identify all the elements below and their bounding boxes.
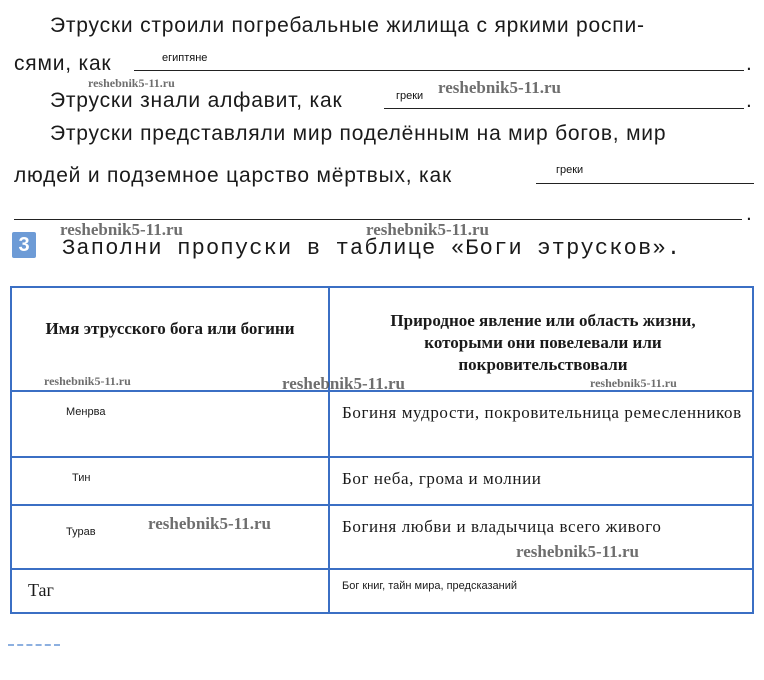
god-domain-cell: Бог неба, грома и молнии [329, 457, 753, 505]
answer-greeks-1: греки [396, 90, 424, 102]
page-corner-mark [8, 644, 60, 646]
answer-line-3[interactable] [536, 183, 754, 184]
answer-line-1[interactable] [134, 70, 744, 71]
task-instruction: Заполни пропуски в таблице «Боги этрусков». [62, 236, 682, 261]
god-name-cell[interactable]: Турав [11, 505, 329, 569]
watermark: reshebnik5-11.ru [438, 78, 561, 97]
table-row [11, 457, 753, 505]
text-line-1: Этруски строили погребальные жилища с яркими роспи- [50, 14, 645, 37]
watermark: reshebnik5-11.ru [516, 542, 639, 561]
text-line-2: сями, как [14, 52, 112, 75]
table-row [11, 391, 753, 457]
god-domain-cell[interactable]: Бог книг, тайн мира, предсказаний [329, 569, 753, 613]
god-name-cell[interactable]: Менрва [11, 391, 329, 457]
watermark: reshebnik5-11.ru [590, 376, 677, 390]
text-line-4: Этруски представляли мир поделённым на мир богов, мир [50, 122, 667, 145]
watermark: reshebnik5-11.ru [44, 374, 131, 388]
period-1: . [746, 52, 752, 75]
answer-egyptians: египтяне [162, 52, 208, 64]
watermark: reshebnik5-11.ru [148, 514, 271, 533]
watermark: reshebnik5-11.ru [366, 220, 489, 239]
answer-greeks-2: греки [556, 164, 584, 176]
header-domain: Природное явление или область жизни, которыми они повелевали или покровительствовали [329, 287, 753, 391]
gods-table [10, 286, 754, 614]
task-number-icon: 3 [12, 232, 36, 258]
watermark: reshebnik5-11.ru [88, 76, 175, 90]
text-line-5: людей и подземное царство мёртвых, как [14, 164, 452, 187]
watermark: reshebnik5-11.ru [60, 220, 183, 239]
text-line-3: Этруски знали алфавит, как [50, 89, 343, 112]
god-domain-cell: Богиня любви и владычица всего живого [329, 505, 753, 569]
table-row [11, 569, 753, 613]
period-2: . [746, 89, 752, 112]
god-name-cell: Таг [11, 569, 329, 613]
watermark: reshebnik5-11.ru [282, 374, 405, 393]
period-3: . [746, 202, 752, 225]
god-name-cell[interactable]: Тин [11, 457, 329, 505]
header-god-name: Имя этрусского бога или богини [11, 287, 329, 391]
answer-line-2[interactable] [384, 108, 744, 109]
table-row [11, 505, 753, 569]
god-domain-cell: Богиня мудрости, покровительница ремесленников [329, 391, 753, 457]
